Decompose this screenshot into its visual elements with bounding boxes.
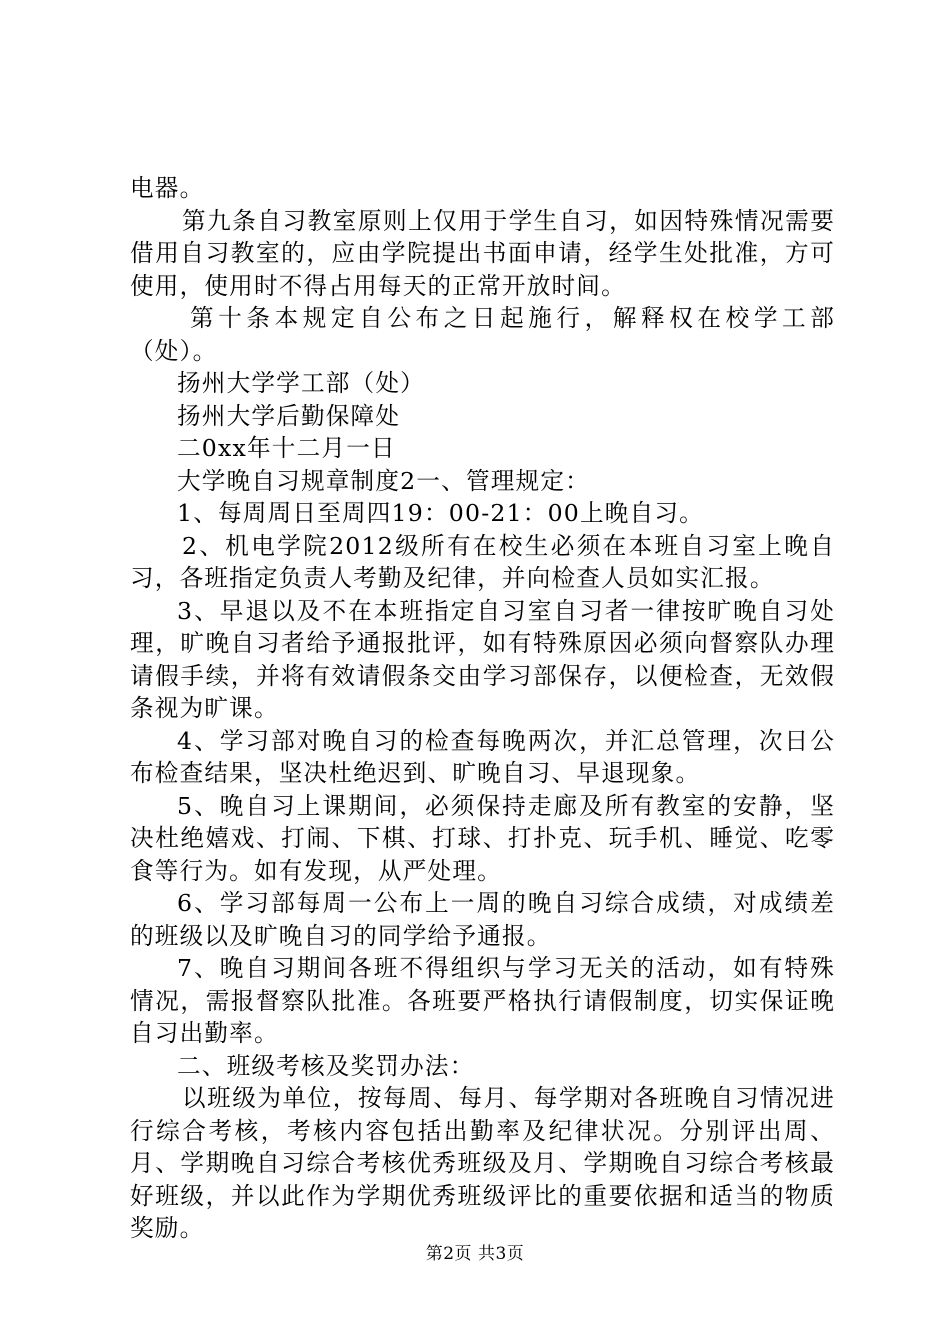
rule-item-3: 3、早退以及不在本班指定自习室自习者一律按旷晚自习处理，旷晚自习者给予通报批评，如有特殊原因必须向督察队办理请假手续，并将有效请假条交由学习部保存，以便检查，无效假条视为旷课。 bbox=[130, 596, 835, 722]
rule-item-1: 1、每周周日至周四19：00-21：00上晚自习。 bbox=[177, 499, 704, 527]
rule-item-4: 4、学习部对晚自习的检查每晚两次，并汇总管理，次日公布检查结果，坚决杜绝迟到、旷晚自习、早退现象。 bbox=[130, 726, 835, 787]
signature-department-1: 扬州大学学工部（处） bbox=[177, 369, 425, 397]
rule-item-2: 2、机电学院2012级所有在校生必须在本班自习室上晚自习，各班指定负责人考勤及纪律，并向检查人员如实汇报。 bbox=[130, 531, 835, 592]
paragraph-assessment: 以班级为单位，按每周、每月、每学期对各班晚自习情况进行综合考核，考核内容包括出勤率及纪律状况。分别评出周、月、学期晚自习综合考核优秀班级及月、学期晚自习综合考核最好班级，并以此作为学期优秀班级评比的重要依据和适当的物质奖励。 bbox=[130, 1084, 835, 1242]
signature-date: 二0xx年十二月一日 bbox=[177, 434, 396, 462]
document-body bbox=[130, 172, 835, 1245]
paragraph-article-10: 第十条本规定自公布之日起施行，解释权在校学工部（处）。 bbox=[130, 304, 835, 365]
signature-department-2: 扬州大学后勤保障处 bbox=[177, 401, 401, 430]
section-heading-management: 大学晚自习规章制度2一、管理规定： bbox=[177, 466, 590, 495]
rule-item-7: 7、晚自习期间各班不得组织与学习无关的活动，如有特殊情况，需报督察队批准。各班要严格执行请假制度，切实保证晚自习出勤率。 bbox=[130, 954, 835, 1047]
section-heading-assessment: 二、班级考核及奖罚办法： bbox=[177, 1051, 475, 1080]
rule-item-5: 5、晚自习上课期间，必须保持走廊及所有教室的安静，坚决杜绝嬉戏、打闹、下棋、打球、打扑克、玩手机、睡觉、吃零食等行为。如有发现，从严处理。 bbox=[130, 791, 835, 885]
paragraph-continuation: 电器。 bbox=[130, 174, 205, 202]
page-footer: 第2页 共3页 bbox=[425, 1244, 525, 1264]
paragraph-article-9: 第九条自习教室原则上仅用于学生自习，如因特殊情况需要借用自习教室的，应由学院提出书面申请，经学生处批准，方可使用，使用时不得占用每天的正常开放时间。 bbox=[130, 206, 835, 300]
rule-item-6: 6、学习部每周一公布上一周的晚自习综合成绩，对成绩差的班级以及旷晚自习的同学给予通报。 bbox=[130, 889, 835, 950]
